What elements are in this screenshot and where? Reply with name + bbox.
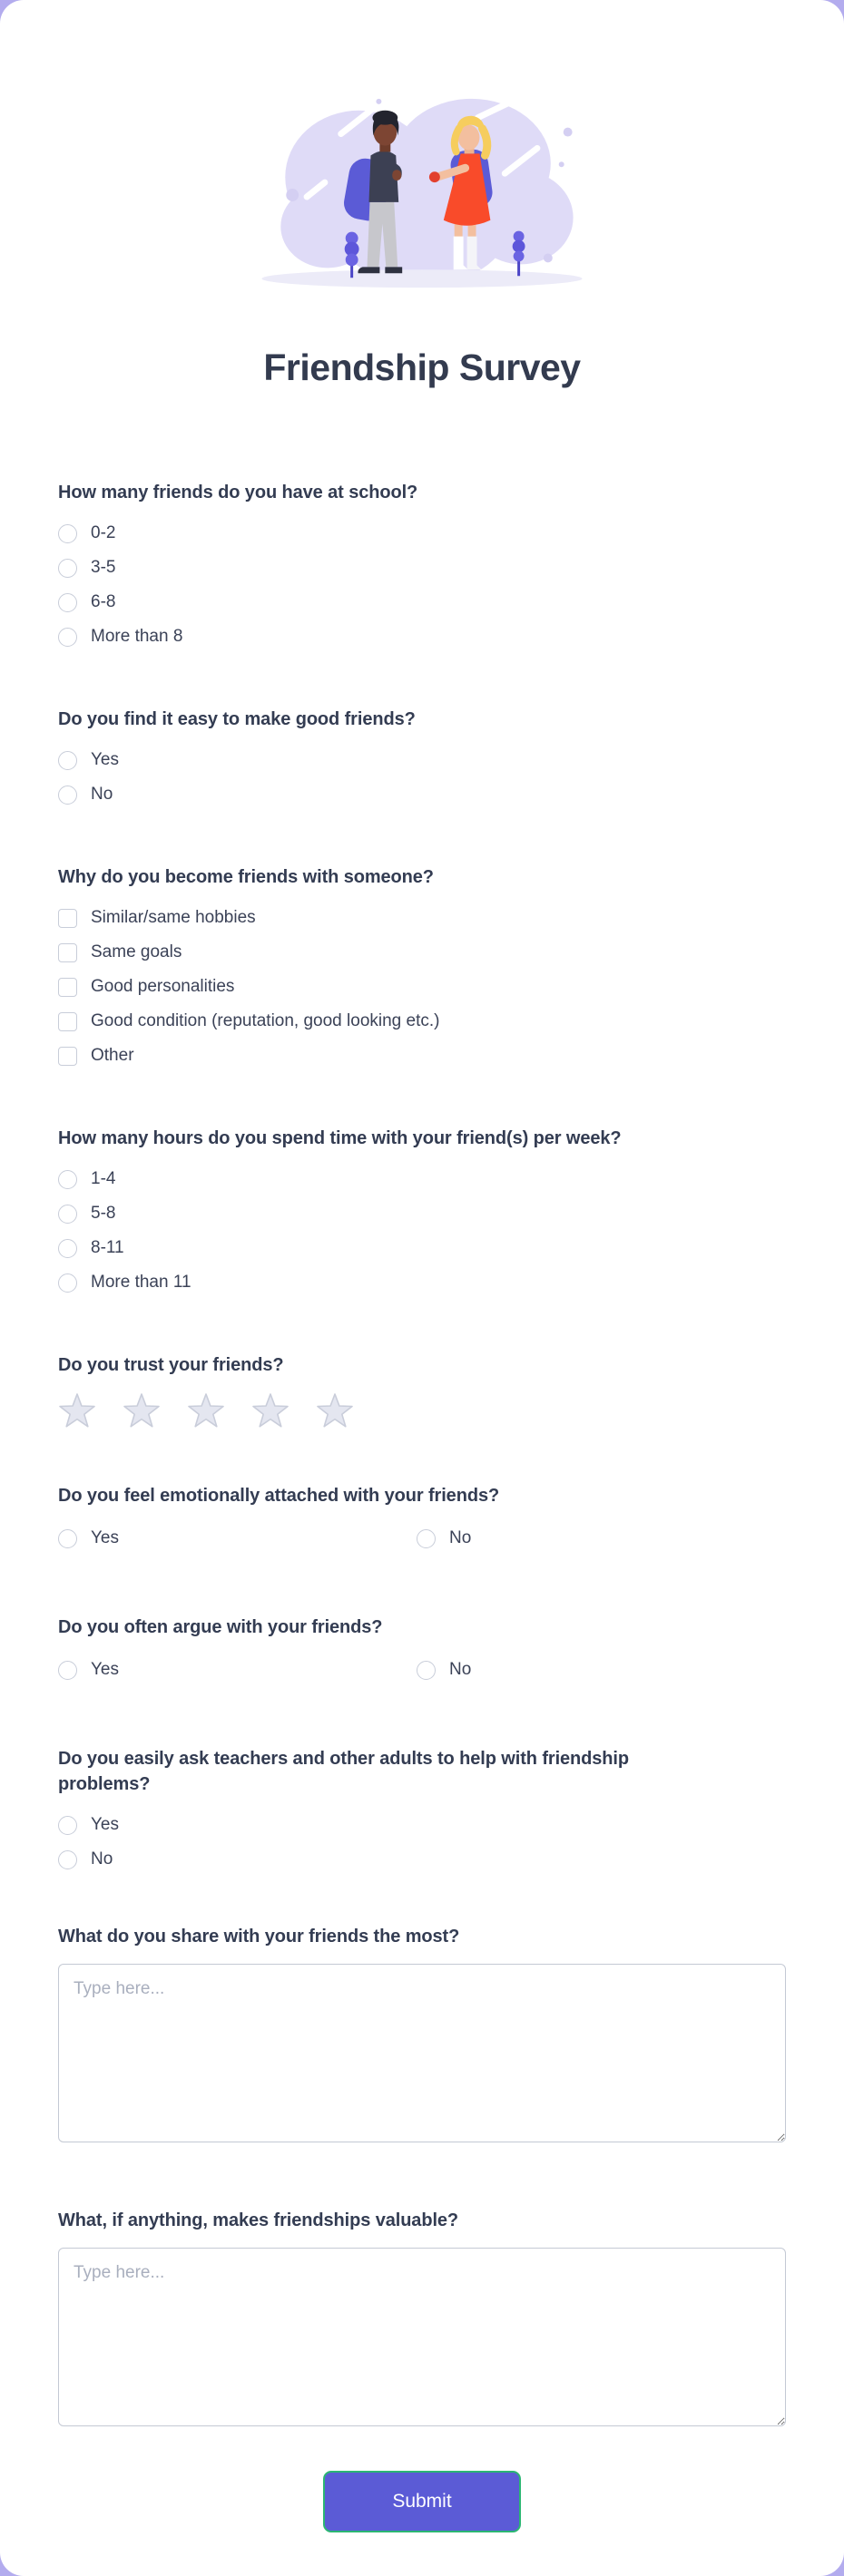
- radio-icon[interactable]: [417, 1661, 436, 1680]
- radio-option[interactable]: [58, 1231, 786, 1265]
- radio-icon[interactable]: [417, 1529, 436, 1548]
- question-block-hours-per-week: [58, 1126, 786, 1300]
- radio-icon[interactable]: [58, 628, 77, 647]
- option-label: Similar/same hobbies: [91, 908, 256, 927]
- option-label: Yes: [91, 750, 119, 769]
- radio-option[interactable]: [58, 1521, 417, 1556]
- option-list: [58, 743, 786, 812]
- option-label: More than 11: [91, 1273, 191, 1292]
- question-label: Why do you become friends with someone?: [58, 867, 434, 887]
- survey-form: [0, 480, 844, 2576]
- radio-option[interactable]: [58, 1265, 786, 1300]
- cloud-shapes: [280, 99, 573, 285]
- question-block-friends-count: [58, 480, 786, 654]
- radio-option[interactable]: [58, 620, 786, 654]
- option-label: No: [449, 1660, 472, 1679]
- question-label: Do you trust your friends?: [58, 1355, 284, 1375]
- option-label: Yes: [91, 1815, 119, 1834]
- option-label: More than 8: [91, 627, 183, 646]
- radio-icon[interactable]: [58, 524, 77, 543]
- question-block-emotionally-attached: [58, 1483, 786, 1556]
- option-list: [58, 1653, 786, 1687]
- radio-option[interactable]: [58, 516, 786, 551]
- submit-button[interactable]: Submit: [323, 2471, 521, 2532]
- radio-icon[interactable]: [58, 1170, 77, 1189]
- option-label: No: [449, 1528, 472, 1547]
- question-label: What, if anything, makes friendships valuable?: [58, 2210, 459, 2230]
- question-label: Do you find it easy to make good friends?: [58, 709, 416, 729]
- question-block-trust-rating: [58, 1352, 786, 1429]
- question-block-why-friends: [58, 864, 786, 1073]
- radio-option[interactable]: [58, 1653, 417, 1687]
- option-label: No: [91, 785, 113, 804]
- radio-icon[interactable]: [58, 1816, 77, 1835]
- option-label: Other: [91, 1046, 134, 1065]
- radio-option[interactable]: [417, 1653, 786, 1687]
- checkbox-icon[interactable]: [58, 978, 77, 997]
- checkbox-icon[interactable]: [58, 943, 77, 962]
- option-list: [58, 1162, 786, 1300]
- question-block-ask-adults: [58, 1746, 786, 1877]
- radio-option[interactable]: [58, 585, 786, 620]
- checkbox-option[interactable]: [58, 970, 786, 1004]
- star-icon[interactable]: [187, 1392, 225, 1429]
- friendship-illustration: [250, 87, 594, 303]
- radio-option[interactable]: [58, 1162, 786, 1196]
- option-label: No: [91, 1849, 113, 1869]
- option-label: 6-8: [91, 592, 116, 611]
- star-icon[interactable]: [251, 1392, 290, 1429]
- option-list: [58, 1808, 786, 1877]
- checkbox-option[interactable]: [58, 935, 786, 970]
- radio-icon[interactable]: [58, 1205, 77, 1224]
- option-label: 0-2: [91, 523, 116, 542]
- question-label: How many hours do you spend time with your friend(s) per week?: [58, 1128, 622, 1148]
- radio-option[interactable]: [58, 1842, 786, 1877]
- checkbox-icon[interactable]: [58, 909, 77, 928]
- option-list: [58, 1521, 786, 1556]
- radio-icon[interactable]: [58, 1661, 77, 1680]
- answer-textarea[interactable]: [58, 2248, 786, 2426]
- option-label: Good condition (reputation, good looking etc.): [91, 1011, 440, 1030]
- checkbox-option[interactable]: [58, 1039, 786, 1073]
- checkbox-icon[interactable]: [58, 1047, 77, 1066]
- option-list: [58, 516, 786, 654]
- radio-option[interactable]: [58, 777, 786, 812]
- radio-option[interactable]: [58, 1808, 786, 1842]
- radio-icon[interactable]: [58, 593, 77, 612]
- radio-icon[interactable]: [58, 1239, 77, 1258]
- answer-textarea[interactable]: [58, 1964, 786, 2142]
- tree-icon: [513, 231, 525, 277]
- star-icon[interactable]: [123, 1392, 161, 1429]
- submit-section: [58, 2471, 786, 2576]
- ground-shadow: [261, 269, 582, 288]
- radio-option[interactable]: [58, 551, 786, 585]
- radio-icon[interactable]: [58, 1273, 77, 1293]
- checkbox-icon[interactable]: [58, 1012, 77, 1031]
- question-label: What do you share with your friends the most?: [58, 1927, 460, 1947]
- option-label: Good personalities: [91, 977, 235, 996]
- question-block-easy-friends: [58, 707, 786, 812]
- star-icon[interactable]: [316, 1392, 354, 1429]
- checkbox-option[interactable]: [58, 901, 786, 935]
- question-label: Do you often argue with your friends?: [58, 1617, 383, 1637]
- question-label: Do you feel emotionally attached with your friends?: [58, 1486, 500, 1506]
- radio-option[interactable]: [58, 1196, 786, 1231]
- option-label: 1-4: [91, 1169, 116, 1188]
- checkbox-option[interactable]: [58, 1004, 786, 1039]
- radio-icon[interactable]: [58, 1529, 77, 1548]
- radio-icon[interactable]: [58, 1850, 77, 1869]
- question-block-friendships-valuable: [58, 2208, 786, 2426]
- star-icon[interactable]: [58, 1392, 96, 1429]
- page-title: Friendship Survey: [263, 346, 581, 388]
- question-block-argue: [58, 1615, 786, 1687]
- option-label: Yes: [91, 1660, 119, 1679]
- option-label: 5-8: [91, 1204, 116, 1223]
- option-label: 3-5: [91, 558, 116, 577]
- option-label: 8-11: [91, 1238, 124, 1257]
- question-block-share-most: [58, 1924, 786, 2142]
- radio-icon[interactable]: [58, 751, 77, 770]
- option-list: [58, 901, 786, 1073]
- option-label: Yes: [91, 1528, 119, 1547]
- radio-icon[interactable]: [58, 785, 77, 805]
- radio-option[interactable]: [58, 743, 786, 777]
- question-label: How many friends do you have at school?: [58, 483, 418, 503]
- hero-section: [0, 87, 844, 307]
- star-rating[interactable]: [58, 1392, 786, 1429]
- option-label: Same goals: [91, 942, 182, 961]
- radio-option[interactable]: [417, 1521, 786, 1556]
- question-label: Do you easily ask teachers and other adults to help with friendship problems?: [58, 1749, 629, 1794]
- radio-icon[interactable]: [58, 559, 77, 578]
